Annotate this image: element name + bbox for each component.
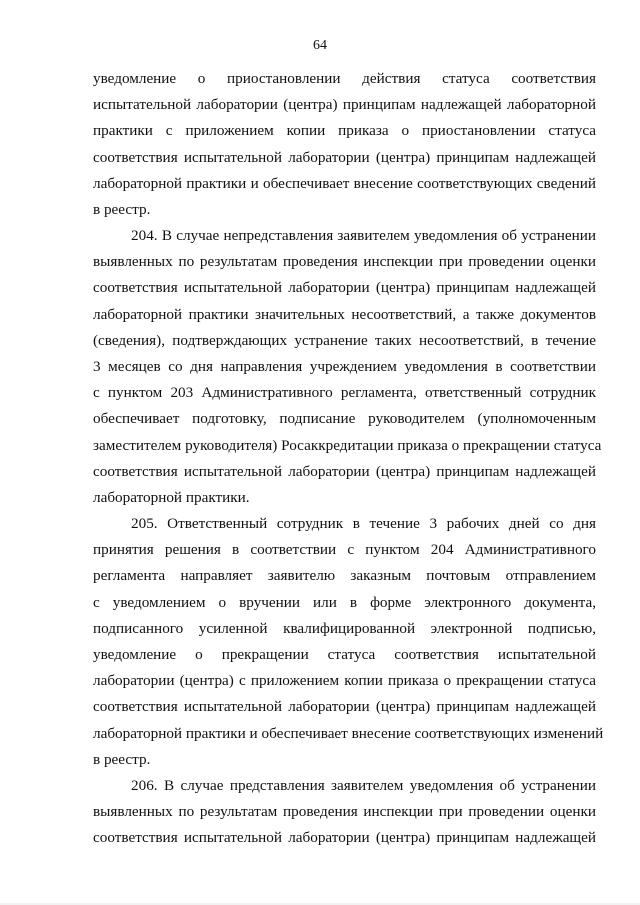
text-line: 3 месяцев со дня направления учреждением уведомления в соответствии [93, 357, 596, 375]
text-line: соответствия испытательной лаборатории (центра) принципам надлежащей [93, 462, 596, 480]
text-line: заместителем руководителя) Росаккредитации приказа о прекращении статуса [93, 436, 602, 454]
text-line: лаборатории (центра) с приложением копии приказа о прекращении статуса [93, 672, 596, 690]
paragraph-205 [93, 511, 604, 773]
paragraph-206 [93, 773, 596, 852]
text-line: 205. Ответственный сотрудник в течение 3 рабочих дней со дня [131, 515, 596, 532]
text-line: подписанного усиленной квалифицированной электронной подписью, [93, 619, 596, 637]
text-line: соответствия испытательной лаборатории (центра) принципам надлежащей [93, 698, 596, 716]
text-line: 206. В случае представления заявителем уведомления об устранении [131, 777, 596, 794]
text-line: с уведомлением о вручении или в форме электронного документа, [93, 593, 596, 611]
paragraph-continuation [93, 66, 596, 223]
text-line: соответствия испытательной лаборатории (центра) принципам надлежащей [93, 279, 596, 297]
text-line: уведомление о прекращении статуса соответствия испытательной [93, 645, 596, 663]
text-line: принятия решения в соответствии с пунктом 204 Административного [93, 541, 596, 559]
text-line: 204. В случае непредставления заявителем уведомления об устранении [131, 227, 596, 244]
text-line: лабораторной практики и обеспечивает внесение соответствующих изменений [93, 724, 604, 742]
text-line: с пунктом 203 Административного регламента, ответственный сотрудник [93, 384, 596, 402]
text-line: соответствия испытательной лаборатории (центра) принципам надлежащей [93, 829, 596, 847]
text-line: лабораторной практики. [93, 488, 250, 506]
text-line: выявленных по результатам проведения инспекции при проведении оценки [93, 253, 596, 271]
text-line: регламента направляет заявителю заказным почтовым отправлением [93, 567, 596, 585]
text-line: соответствия испытательной лаборатории (центра) принципам надлежащей [93, 148, 596, 166]
text-line: практики с приложением копии приказа о приостановлении статуса [93, 122, 596, 140]
text-line: обеспечивает подготовку, подписание руководителем (уполномоченным [93, 410, 596, 428]
text-line: лабораторной практики значительных несоответствий, а также документов [93, 305, 596, 323]
page-number: 64 [313, 38, 327, 53]
text-line: выявленных по результатам проведения инспекции при проведении оценки [93, 803, 596, 821]
text-line: в реестр. [93, 750, 151, 768]
text-line: (сведения), подтверждающих устранение таких несоответствий, в течение [93, 331, 596, 349]
text-line: лабораторной практики и обеспечивает внесение соответствующих сведений [93, 174, 596, 192]
text-line: в реестр. [93, 200, 151, 218]
text-line: испытательной лаборатории (центра) принципам надлежащей лабораторной [93, 96, 596, 114]
paragraph-204 [93, 223, 602, 511]
text-line: уведомление о приостановлении действия статуса соответствия [93, 70, 596, 87]
